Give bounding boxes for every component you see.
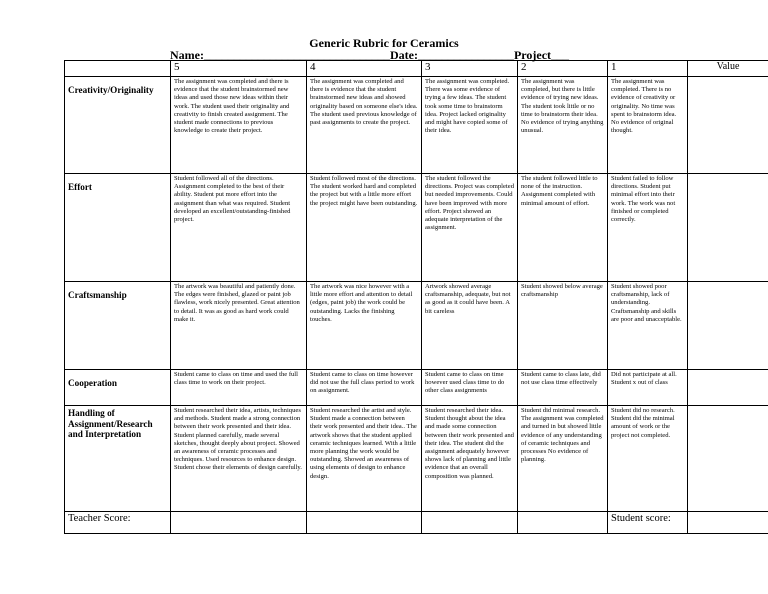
rubric-cell: The assignment was completed. There is no evidence of creativity or originality. No time was spent to brainstorm idea. No evidence of original thought.: [608, 77, 688, 174]
criterion-label: Creativity/Originality: [65, 77, 171, 174]
header-cell-5: 5: [171, 61, 307, 77]
rubric-row-cooperation: [65, 370, 768, 406]
criterion-label: Handling of Assignment/Research and Interpretation: [65, 406, 171, 512]
rubric-row-craftsmanship: [65, 282, 768, 370]
rubric-cell: Student showed poor craftsmanship, lack of understanding. Craftsmanship and skills are poor and unacceptable.: [608, 282, 688, 370]
rubric-cell: Student came to class late, did not use class time effectively: [518, 370, 608, 406]
criterion-label: Effort: [65, 174, 171, 282]
rubric-cell: The student followed little to none of the instruction. Assignment completed with minimal amount of effort.: [518, 174, 608, 282]
rubric-cell: Student came to class on time however used class time to do other class assignments: [422, 370, 518, 406]
rubric-table: [64, 60, 768, 534]
score-row: [65, 512, 768, 534]
rubric-cell: Student came to class on time however did not use the full class period to work on assignment.: [307, 370, 422, 406]
rubric-cell: The student followed the directions. Project was completed but needed improvements. Could have been improved with more effort. Project showed an adequate interpretation of the assignment.: [422, 174, 518, 282]
criterion-label: Cooperation: [65, 370, 171, 406]
header-cell-value: Value: [688, 61, 768, 77]
rubric-cell: The assignment was completed and there is evidence that the student brainstormed new ideas and showed originality based on someone else's idea. The student used previous knowledge of past assignments to create the project.: [307, 77, 422, 174]
rubric-cell: The artwork was nice however with a little more effort and attention to detail (edges, paint job) the work could be outstanding. Lacks the finishing touches.: [307, 282, 422, 370]
rubric-cell: Student followed all of the directions. Assignment completed to the best of their ability. Student put more effort into the assignment than what was required. Student developed an excellent/outstanding-finished project.: [171, 174, 307, 282]
rubric-cell: Student researched their idea. Student thought about the idea and made some connection between their work presented and their idea. The student did the assignment adequately however shows lack of planning and little evidence that an overall composition was planned.: [422, 406, 518, 512]
score-blank-cell: [422, 512, 518, 534]
value-cell: [688, 406, 768, 512]
rubric-cell: Did not participate at all. Student x out of class: [608, 370, 688, 406]
student-score-label: Student score:: [608, 512, 688, 534]
rubric-cell: Student followed most of the directions. The student worked hard and completed the project but with a little more effort the project might have been outstanding.: [307, 174, 422, 282]
rubric-cell: Artwork showed average craftsmanship, adequate, but not as good as it could have been. A bit careless: [422, 282, 518, 370]
rubric-cell: Student researched their idea, artists, techniques and methods. Student made a strong connection between their work presented and their idea. Student planned carefully, made several sketches, thought deeply about project. Showed an awareness of ceramic processes and techniques. Used resources to enhance design. Student chose their elements of design carefully.: [171, 406, 307, 512]
student-score-field[interactable]: [688, 512, 768, 534]
header-row: [65, 61, 768, 77]
rubric-cell: Student showed below average craftsmanship: [518, 282, 608, 370]
score-blank-cell: [307, 512, 422, 534]
teacher-score-field[interactable]: [171, 512, 307, 534]
value-cell: [688, 370, 768, 406]
header-cell-blank: [65, 61, 171, 77]
header-cell-2: 2: [518, 61, 608, 77]
rubric-cell: The artwork was beautiful and patiently done. The edges were finished, glazed or paint job flawless, work nicely presented. Great attention to detail. It was as good as hard work could make it.: [171, 282, 307, 370]
document-title: Generic Rubric for Ceramics: [309, 36, 459, 50]
score-blank-cell: [518, 512, 608, 534]
rubric-row-effort: [65, 174, 768, 282]
rubric-cell: Student researched the artist and style. Student made a connection between their work presented and their idea.. The artwork shows that the student applied ceramic techniques learned. With a little more planning the work would be outstanding. Showed an awareness of using elements of design to enhance design.: [307, 406, 422, 512]
rubric-cell: The assignment was completed. There was some evidence of trying a few ideas. The student took some time to brainstorm idea. Project lacked originality and might have copied some of their idea.: [422, 77, 518, 174]
rubric-row-creativity: [65, 77, 768, 174]
header-cell-3: 3: [422, 61, 518, 77]
header-cell-4: 4: [307, 61, 422, 77]
value-cell: [688, 282, 768, 370]
rubric-cell: Student failed to follow directions. Student put minimal effort into their work. The work was not finished or completed correctly.: [608, 174, 688, 282]
rubric-cell: Student did no research. Student did the minimal amount of work or the project not completed.: [608, 406, 688, 512]
name-date-project-line: Name:_______________________________Date:________________Project___: [170, 48, 570, 62]
rubric-cell: The assignment was completed, but there is little evidence of trying new ideas. The student took little or no time to brainstorm their idea. No evidence of trying anything unusual.: [518, 77, 608, 174]
teacher-score-label: Teacher Score:: [65, 512, 171, 534]
criterion-label: Craftsmanship: [65, 282, 171, 370]
rubric-cell: Student did minimal research. The assignment was completed and turned in but showed little evidence of any understanding of ceramic techniques and processes No evidence of planning.: [518, 406, 608, 512]
value-cell: [688, 77, 768, 174]
header-cell-1: 1: [608, 61, 688, 77]
rubric-cell: Student came to class on time and used the full class time to work on their project.: [171, 370, 307, 406]
rubric-cell: The assignment was completed and there is evidence that the student brainstormed new ideas and used those new ideas within their work. The student used their originality and creativity to finish created assignment. The student made connections to previous knowledge to create their project.: [171, 77, 307, 174]
value-cell: [688, 174, 768, 282]
rubric-row-handling: [65, 406, 768, 512]
